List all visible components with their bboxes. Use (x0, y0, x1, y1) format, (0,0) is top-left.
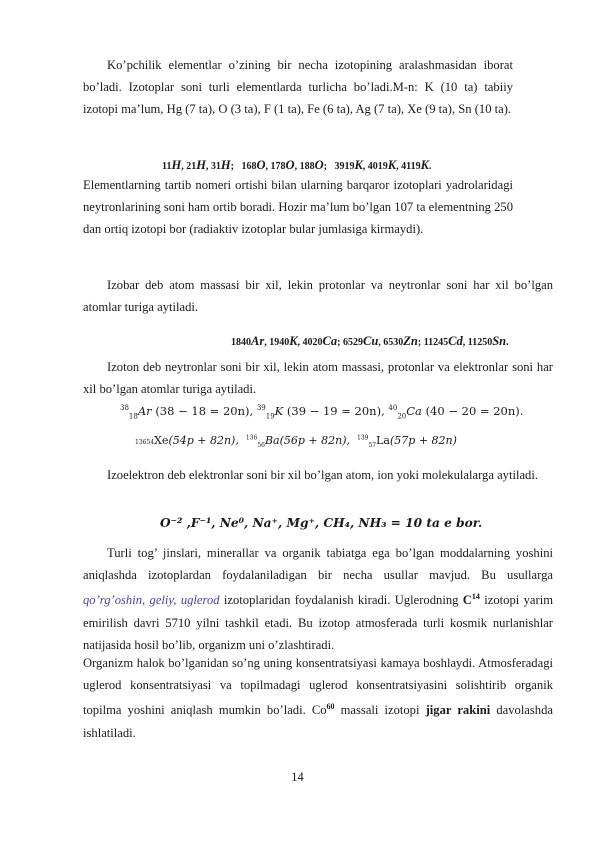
paragraph-text: massali izotopi (334, 703, 426, 718)
element-symbol: Ca (406, 404, 422, 418)
isobar-formula-line: 1840Ar, 1940K, 4020Ca; 6529Cu, 6530Zn; 11245Cd, 11250Sn. (231, 334, 509, 348)
atomic-number: 20 (397, 412, 407, 421)
element-symbol: La (376, 434, 390, 447)
paragraph-isobar-definition (83, 274, 553, 318)
mass-number: 139 (357, 434, 369, 442)
paragraph-text: Izoelektron deb elektronlar soni bir xil bo’lgan atom, ion yoki molekulalarga aytiladi. (107, 468, 538, 482)
carbon-symbol: C (462, 593, 472, 608)
paragraph-text: Elementlarning tartib nomeri ortishi bilan ularning barqaror izotoplari yadrolaridagi neytronlarining soni ham ortib boradi. Hozir ma’lum bo’lgan 107 ta elementning 250 dan ortiq izotopi bor (radiaktiv izotoplar bular jumlasiga kirmaydi). (83, 178, 513, 237)
paragraph-carbon-dating (83, 652, 553, 744)
cobalt-mass-number: 60 (326, 702, 335, 712)
paragraph-isotopes-intro (83, 54, 513, 121)
neutron-equation: (38 − 18 = 20n), (155, 404, 254, 418)
nucleon-equation: (56p + 82n), (279, 434, 351, 447)
mass-number: 38 (120, 404, 129, 413)
mass-number: 136 (135, 439, 147, 446)
page-number: 14 (291, 770, 304, 784)
isoelectron-formula-line: O⁻² ,F⁻¹, Ne⁰, Na⁺, Mg⁺, CH₄, NH₃ = 10 ta e bor. (160, 516, 483, 530)
paragraph-text: izotopi yarim emirilish davri 5710 yilni tashkil etadi. Bu izotop atmosferada turli kosmik nurlanishlar natijasida hosil bo’lib, organizm uni o’zlashtiradi. (83, 593, 554, 652)
element-symbol: Ba (264, 434, 280, 447)
paragraph-text: Izobar deb atom massasi bir xil, lekin protonlar va neytronlar soni har xil bo’lgan atomlar turiga aytiladi. (83, 278, 553, 315)
paragraph-text: Ko’pchilik elementlar o’zining bir necha izotopining aralashmasidan iborat bo’ladi. Izotoplar soni turli elementlarda turlicha bo’ladi.M-n: K (10 ta) tabiiy izotopi ma’lum, Hg (7 ta), O (3 ta), F (1 ta), Fe (6 ta), Ag (7 ta), Xe (9 ta), Sn (10 ta). (83, 58, 513, 117)
paragraph-text: izotoplaridan foydalanish kiradi. Uglerodning (219, 593, 463, 608)
atomic-number: 56 (257, 442, 265, 450)
nucleon-equation: (54p + 82n), (168, 434, 239, 447)
isotope-formula-line: 11H, 21H, 31H; 168O, 178O, 188O; 3919K, 4019K, 4119K. (162, 158, 432, 172)
paragraph-text: Turli tog’ jinslari, minerallar va organik tabiatga ega bo’lgan moddalarning yoshini aniqlashda izotoplardan foydalaniladigan bir necha usullar mavjud. Bu usullarga (83, 546, 553, 583)
paragraph-text: davolashda ishlatiladi. (83, 703, 553, 740)
atomic-number: 18 (128, 412, 138, 421)
isotone-heavy-line (135, 434, 457, 449)
mass-number: 40 (388, 404, 398, 413)
element-symbol: Xe (154, 434, 169, 447)
atomic-number: 19 (265, 412, 275, 421)
paragraph-text: Organizm halok bo’lganidan so’ng uning konsentratsiyasi kamaya boshlaydi. Atmosferadagi uglerod konsentratsiyasi va topilmadagi uglerod konsentratsiyasini solishtirib organik topilma yoshini aniqlash mumkin bo’ladi. Co (83, 656, 553, 718)
carbon-mass-number: 14 (471, 592, 480, 602)
neutron-equation: (40 − 20 = 20n). (425, 404, 524, 418)
disease-name: jigar rakini (425, 703, 491, 718)
atomic-number: 57 (368, 442, 377, 450)
paragraph-isoton-definition (83, 356, 553, 400)
isotope-list-emphasis: qo’rg’oshin, geliy, uglerod (83, 593, 220, 608)
mass-number: 136 (245, 434, 258, 442)
neutron-equation: (39 − 19 = 20n), (286, 404, 385, 418)
paragraph-text: Izoton deb neytronlar soni bir xil, lekin atom massasi, protonlar va elektronlar soni har xil bo’lgan atomlar turiga aytiladi. (83, 360, 553, 397)
paragraph-neutron-growth (83, 174, 513, 241)
element-symbol: K (274, 404, 284, 418)
element-symbol: Ar (137, 404, 152, 418)
mass-number: 39 (256, 404, 266, 413)
paragraph-isoelectron-definition (83, 464, 553, 486)
paragraph-dating-methods (83, 542, 553, 656)
atomic-number: 54 (146, 439, 155, 446)
nucleon-equation: (57p + 82n) (390, 434, 457, 447)
isotone-formula-line (120, 404, 523, 420)
